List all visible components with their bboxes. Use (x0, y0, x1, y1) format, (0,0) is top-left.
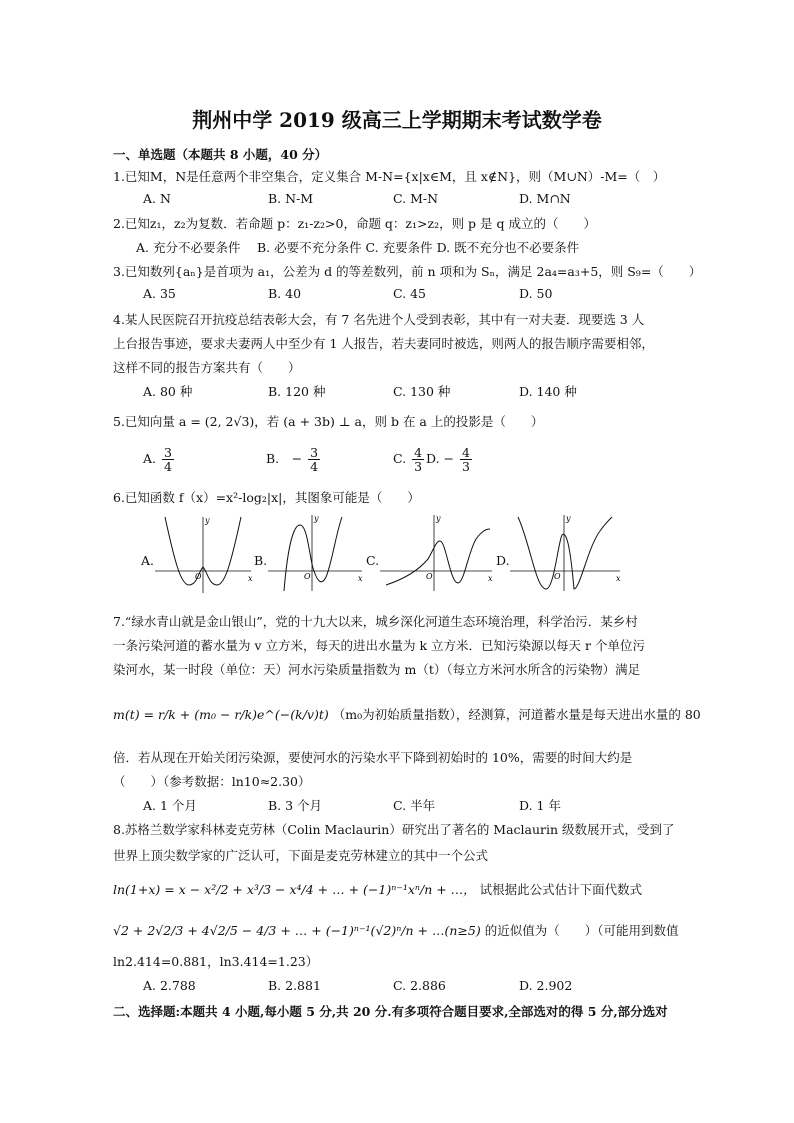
q3-option-d: D. 50 (519, 286, 553, 301)
q6-graph-b-x-label: x (358, 574, 363, 583)
section-heading-2: 二、选择题:本题共 4 小题,每小题 5 分,共 20 分.有多项符合题目要求,全部选对的得 5 分,部分选对 (113, 1004, 668, 1019)
q5-option-a-fraction: $\frac{3}{4}$ (164, 445, 172, 475)
q4-option-d: D. 140 种 (519, 384, 577, 399)
question-4-line-1: 4.某人民医院召开抗疫总结表彰大会，有 7 名先进个人受到表彰，其中有一对夫妻．现要选 3 人 (113, 312, 645, 327)
q6-graph-d-x-label: x (616, 574, 621, 583)
q5-option-d-label: D. − (426, 451, 454, 467)
question-5-stem: 5.已知向量 a = (2, 2√3)，若 (a + 3b) ⊥ a，则 b 在 a 上的投影是（ ） (113, 414, 544, 429)
q8-option-a: A. 2.788 (143, 978, 196, 993)
q6-graph-c-x-label: x (488, 574, 493, 583)
question-8-line-3 (113, 880, 642, 898)
q5-option-a-label: A. (143, 451, 157, 467)
q4-option-c: C. 130 种 (393, 384, 451, 399)
q6-graph-a-origin: O (195, 572, 202, 581)
question-8-line-2: 世界上顶尖数学家的广泛认可，下面是麦克劳林建立的其中一个公式 (113, 848, 489, 863)
q6-graph-a-x-label: x (248, 574, 253, 583)
q6-graph-d-y-label: y (566, 514, 571, 523)
q8-option-d: D. 2.902 (519, 978, 573, 993)
q3-option-c: C. 45 (393, 286, 426, 301)
q6-graph-b-y-label: y (314, 514, 319, 523)
q7-option-a: A. 1 个月 (143, 798, 197, 813)
q3-option-b: B. 40 (268, 286, 302, 301)
q6-graph-c-origin: O (426, 572, 433, 581)
question-7-line-4 (113, 705, 701, 723)
question-8-line-1: 8.苏格兰数学家科林麦克劳林（Colin Maclaurin）研究出了著名的 Maclaurin 级数展开式，受到了 (113, 822, 675, 837)
q2-options: A. 充分不必要条件 B. 必要不充分条件 C. 充要条件 D. 既不充分也不必要条件 (136, 240, 580, 255)
q5-option-d (426, 446, 474, 473)
q6-graph-c (378, 513, 496, 593)
question-7-line-1: 7.“绿水青山就是金山银山”，党的十九大以来，城乡深化河道生态环境治理，科学治污．某乡村 (113, 614, 638, 629)
q4-option-b: B. 120 种 (268, 384, 326, 399)
q1-option-d: D. M∩N (519, 191, 571, 206)
q8-option-c: C. 2.886 (393, 978, 446, 993)
q5-option-b (266, 446, 322, 473)
question-1-stem: 1.已知M，N是任意两个非空集合，定义集合 M-N={x|x∈M，且 x∉N}，则（M∪N）-M=（ ） (113, 169, 666, 184)
q5-option-a (143, 446, 176, 473)
q4-option-a: A. 80 种 (143, 384, 193, 399)
q8-line-3-tail: 试根据此公式估计下面代数式 (479, 882, 643, 897)
question-2-stem: 2.已知z₁，z₂为复数．若命题 p：z₁-z₂>0，命题 q：z₁>z₂，则 p 是 q 成立的（ ） (113, 216, 596, 231)
question-3-stem: 3.已知数列{aₙ}是首项为 a₁，公差为 d 的等差数列，前 n 项和为 Sₙ，满足 2a₄=a₃+5，则 S₉=（ ） (113, 264, 702, 279)
q1-option-a: A. N (143, 191, 171, 206)
q7-option-b: B. 3 个月 (268, 798, 323, 813)
q6-graph-d (508, 513, 624, 593)
question-7-line-2: 一条污染河道的蓄水量为 v 立方米，每天的进出水量为 k 立方米．已知污染源以每天 r 个单位污 (113, 638, 645, 653)
q6-graph-a-y-label: y (205, 516, 210, 525)
question-4-line-2: 上台报告事迹，要求夫妻两人中至少有 1 人报告，若夫妻同时被选，则两人的报告顺序需要相邻， (113, 336, 654, 351)
q8-line-4-tail: 的近似值为（ ）（可能用到数值 (484, 923, 679, 938)
q3-option-a: A. 35 (143, 286, 176, 301)
q5-option-b-fraction: $\frac{3}{4}$ (310, 445, 319, 475)
question-7-line-3: 染河水，某一时段（单位：天）河水污染质量指数为 m（t）（每立方米河水所含的污染物）满足 (113, 662, 641, 677)
page-title: 荆州中学 2019 级高三上学期期末考试数学卷 (192, 108, 602, 132)
q6-graph-c-y-label: y (436, 514, 441, 523)
question-6-stem: 6.已知函数 f（x）=x²-log₂|x|，其图象可能是（ ） (113, 490, 420, 505)
q7-option-d: D. 1 年 (519, 798, 561, 813)
question-4-line-3: 这样不同的报告方案共有（ ） (113, 360, 301, 375)
q5-option-c (393, 446, 426, 473)
q1-option-c: C. M-N (393, 191, 439, 206)
q8-formula-2: √2 + 2√2/3 + 4√2/5 − 4/3 + … + (−1)ⁿ⁻¹(√2)ⁿ/n + …(n≥5) (113, 923, 481, 938)
q6-label-c: C. (366, 553, 380, 568)
q8-option-b: B. 2.881 (268, 978, 321, 993)
q6-graph-b (266, 513, 366, 593)
q5-option-d-fraction: $\frac{4}{3}$ (461, 445, 470, 475)
section-heading-1: 一、单选题（本题共 8 小题，40 分） (113, 147, 328, 162)
q7-formula: m(t) = r/k + (m₀ − r/k)e^(−(k/v)t) (113, 707, 329, 722)
q5-option-c-fraction: $\frac{4}{3}$ (414, 445, 423, 475)
question-7-line-5: 倍．若从现在开始关闭污染源，要使河水的污染水平下降到初始时的 10%，需要的时间大约是 (113, 750, 633, 765)
q5-option-c-label: C. (393, 451, 407, 467)
question-7-line-6: （ ）（参考数据：ln10≈2.30） (113, 774, 311, 789)
q6-label-b: B. (254, 553, 268, 568)
q5-option-b-label: B. − (266, 451, 303, 467)
q8-formula-1: ln(1+x) = x − x²/2 + x³/3 − x⁴/4 + … + (−1)ⁿ⁻¹xⁿ/n + …， (113, 882, 476, 897)
q7-line-4-tail: （m₀为初始质量指数），经测算，河道蓄水量是每天进出水量的 80 (332, 707, 701, 722)
q6-graph-d-origin: O (554, 572, 561, 581)
q6-graph-b-origin: O (304, 572, 311, 581)
q6-label-d: D. (496, 553, 510, 568)
q7-option-c: C. 半年 (393, 798, 436, 813)
question-8-line-4 (113, 921, 678, 939)
q6-label-a: A. (141, 553, 155, 568)
q1-option-b: B. N-M (268, 191, 314, 206)
question-8-line-5: ln2.414=0.881，ln3.414=1.23） (113, 954, 319, 969)
q6-graph-a (153, 515, 257, 595)
